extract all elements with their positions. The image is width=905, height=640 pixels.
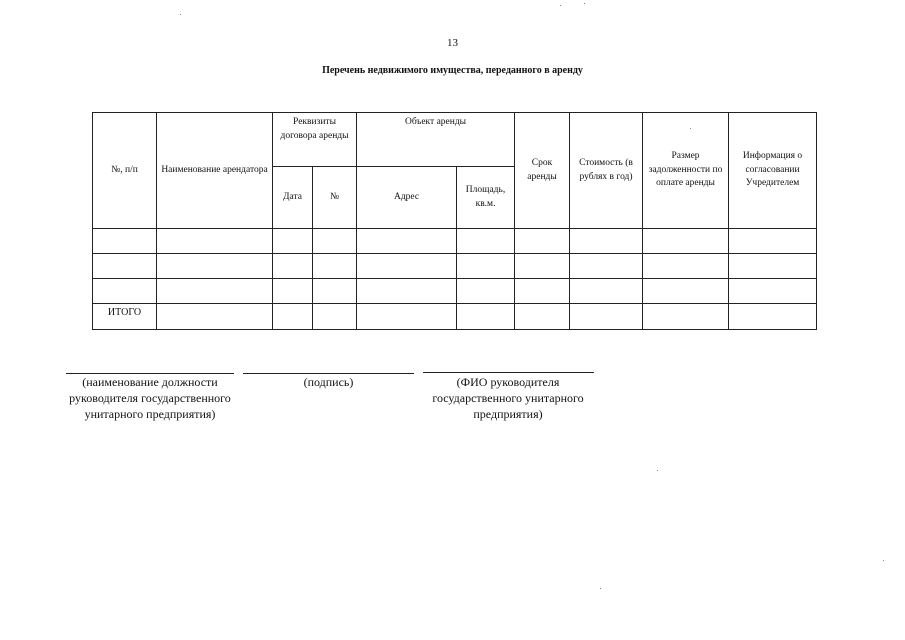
scan-speck <box>180 14 181 15</box>
header-contract-details: Реквизиты договора аренды <box>273 113 357 167</box>
header-contract-number: № <box>313 167 357 229</box>
header-lease-object: Объект аренды <box>357 113 515 167</box>
header-approval: Информация о согласовании Учредителем <box>729 113 817 229</box>
lease-property-table <box>92 112 817 330</box>
header-tenant-name: Наименование арендатора <box>157 113 273 229</box>
header-contract-date: Дата <box>273 167 313 229</box>
signature-line-name <box>423 372 594 373</box>
header-debt: Размер задолженности по оплате аренды <box>643 113 729 229</box>
total-label: ИТОГО <box>93 304 157 330</box>
total-row <box>93 304 817 330</box>
scan-speck <box>560 5 561 6</box>
header-address: Адрес <box>357 167 457 229</box>
header-cost: Стоимость (в рублях в год) <box>570 113 643 229</box>
header-area: Площадь, кв.м. <box>457 167 515 229</box>
table-row <box>93 229 817 254</box>
signature-caption-name: (ФИО руководителя государственного унитарного предприятия) <box>432 375 584 421</box>
signature-line-signature <box>243 373 414 374</box>
scan-speck <box>584 3 585 4</box>
scan-speck <box>690 128 691 129</box>
document-title: Перечень недвижимого имущества, переданного в аренду <box>322 65 583 76</box>
page-number: 13 <box>447 37 458 49</box>
header-term: Срок аренды <box>515 113 570 229</box>
signature-caption-signature: (подпись) <box>303 375 354 389</box>
header-num: №, п/п <box>93 113 157 229</box>
header-row-top <box>93 113 817 167</box>
signature-line-position <box>66 373 234 374</box>
scan-speck <box>657 470 658 471</box>
scan-speck <box>883 560 884 561</box>
scan-speck <box>600 588 601 589</box>
table-row <box>93 279 817 304</box>
signature-caption-position: (наименование должности руководителя государственного унитарного предприятия) <box>69 375 231 421</box>
table-row <box>93 254 817 279</box>
